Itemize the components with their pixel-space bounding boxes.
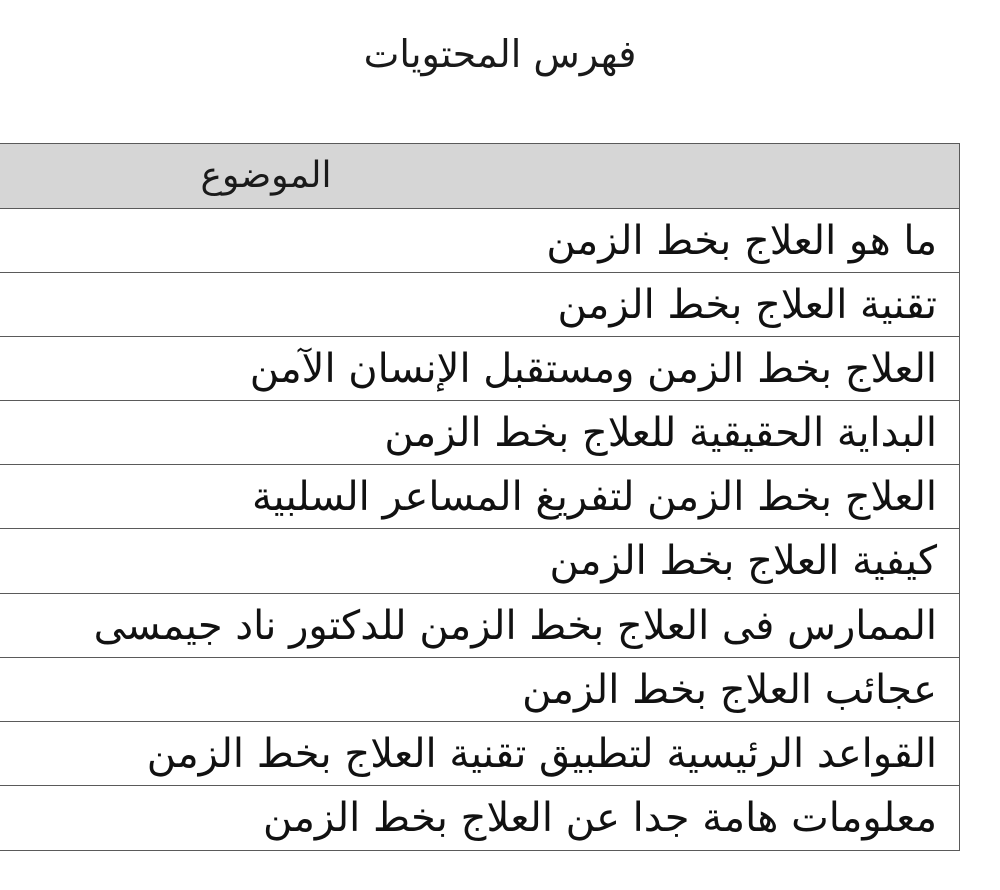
row-topic-text: كيفية العلاج بخط الزمن [549,538,937,585]
row-topic-text: القواعد الرئيسية لتطبيق تقنية العلاج بخط الزمن [146,730,937,777]
table-row [0,786,959,850]
row-topic-text: معلومات هامة جدا عن العلاج بخط الزمن [263,794,937,841]
table-row [0,594,959,658]
table-row [0,465,959,529]
table-row [0,273,959,337]
table-of-contents [0,143,960,851]
table-header [0,144,959,209]
row-topic-text: الممارس فى العلاج بخط الزمن للدكتور ناد جيمسى [93,602,937,649]
row-topic-text: تقنية العلاج بخط الزمن [557,282,937,329]
row-topic-text: عجائب العلاج بخط الزمن [522,666,937,713]
page-title: فهرس المحتويات [363,32,637,76]
row-topic-text: العلاج بخط الزمن لتفريغ المساعر السلبية [251,474,937,521]
row-topic-text: ما هو العلاج بخط الزمن [546,218,937,264]
row-topic-text: العلاج بخط الزمن ومستقبل الإنسان الآمن [249,346,937,393]
column-header-topic: الموضوع [200,155,332,196]
table-row [0,209,959,273]
table-row [0,401,959,465]
table-row [0,337,959,401]
table-row [0,658,959,722]
table-row [0,722,959,786]
row-topic-text: البداية الحقيقية للعلاج بخط الزمن [384,410,937,457]
table-row [0,529,959,593]
